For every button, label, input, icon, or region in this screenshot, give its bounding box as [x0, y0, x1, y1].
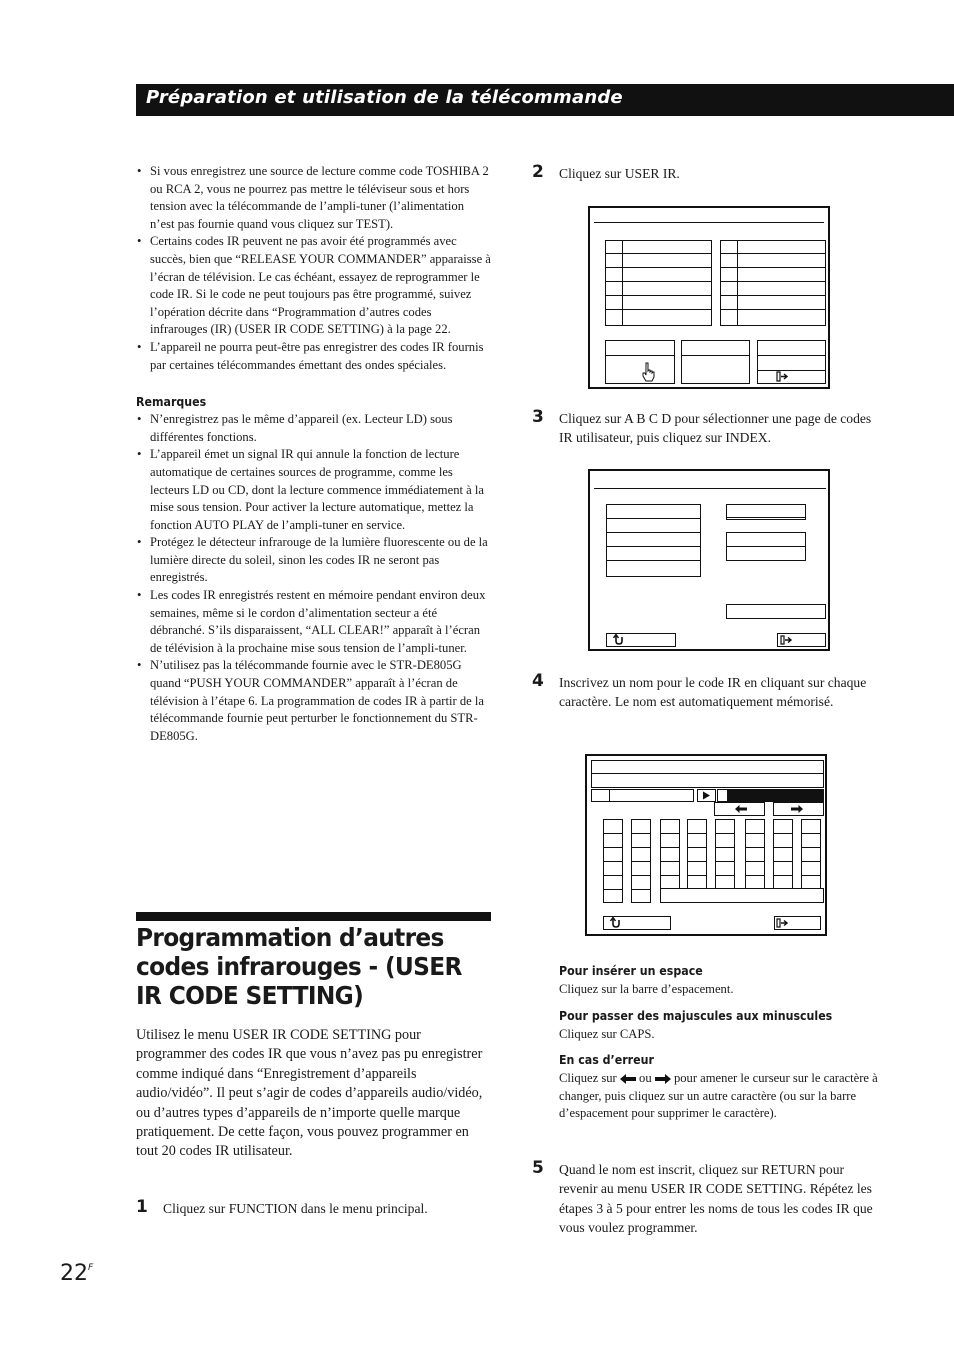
- key-divider: [603, 889, 623, 890]
- list-item: • L’appareil ne pourra peut-être pas enregistrer des codes IR fournis par certaines télécommandes émettant des ondes spéciales.: [136, 339, 491, 374]
- key-divider: [773, 847, 793, 848]
- screen-user-ir-menu: [588, 206, 830, 389]
- char-display: [717, 789, 824, 802]
- key-divider: [687, 833, 707, 834]
- key-divider: [715, 861, 735, 862]
- left-column: [136, 163, 491, 745]
- step-text: Quand le nom est inscrit, cliquez sur RETURN pour revenir au menu USER IR CODE SETTING. Répétez les étapes 3 à 5 pour entrer les noms de tous les codes IR que vous voulez programmer.: [559, 1162, 873, 1236]
- tip-text-error: [559, 1070, 889, 1123]
- key-divider: [715, 833, 735, 834]
- list-item: • L’appareil émet un signal IR qui annule la fonction de lecture automatique de certaines sources de programme, comme les lecteurs LD ou CD, dont la lecture commence immédiatement à la mise sous tension. Pour activer la lecture automatique, mettez la fonction AUTO PLAY de l’ampli-tuner en service.: [136, 446, 491, 534]
- key-divider: [801, 847, 821, 848]
- key-divider: [745, 875, 765, 876]
- step-number: 4: [532, 671, 544, 691]
- section-title: Programmation d’autres codes infrarouges - (USER IR CODE SETTING): [136, 923, 462, 1010]
- list-item: • Certains codes IR peuvent ne pas avoir été programmés avec succès, bien que “RELEASE YOUR COMMANDER” apparaisse à l’écran de télévision. Le cas échéant, essayez de reprogrammer le code IR. Si le code ne peut toujours pas être programmé, suivez l’opération décrite dans “Programmation d’autres codes infrarouges (IR) (USER IR CODE SETTING) à la page 22.: [136, 233, 491, 339]
- tip-text-part: Cliquez sur: [559, 1071, 617, 1085]
- key-divider: [631, 889, 651, 890]
- tip-title-caps: Pour passer des majuscules aux minuscules: [559, 1009, 833, 1023]
- key-divider: [773, 861, 793, 862]
- step-number: 2: [532, 162, 544, 182]
- key-divider: [660, 861, 680, 862]
- step-text: Cliquez sur A B C D pour sélectionner une page de codes IR utilisateur, puis cliquez sur INDEX.: [559, 411, 872, 446]
- key-divider: [687, 875, 707, 876]
- section-intro: Utilisez le menu USER IR CODE SETTING pour programmer des codes IR que vous n’avez pas pu enregistrer comme indiqué dans “Enregistrement d’appareils audio/vidéo”. Il peut s’agir de codes d’appareils audio/vidéo, ou d’autres types d’appareils de n’importe quelle marque pratiquement. De cette façon, vous pouvez programmer en tout 20 codes IR utilisateur.: [136, 1027, 483, 1160]
- page-number: [60, 1261, 93, 1286]
- step-number: 3: [532, 407, 544, 427]
- step-text: Inscrivez un nom pour le code IR en cliquant sur chaque caractère. Le nom est automatiquement mémorisé.: [559, 675, 867, 710]
- screen-page-select: [588, 469, 830, 651]
- menu-button[interactable]: [681, 340, 750, 384]
- key-divider: [801, 875, 821, 876]
- tip-title-error: En cas d’erreur: [559, 1053, 654, 1067]
- list-item: • Protégez le détecteur infrarouge de la lumière fluorescente ou de la lumière directe du soleil, sinon les codes IR ne seront pas enregistrés.: [136, 534, 491, 587]
- option-button[interactable]: [726, 604, 826, 619]
- tip-text-part: pour amener le curseur sur le caractère à changer, puis cliquez sur un autre caractère (ou sur la barre d’espacement pour supprimer le caractère).: [559, 1071, 878, 1121]
- name-input[interactable]: [591, 789, 694, 802]
- tip-text-space: Cliquez sur la barre d’espacement.: [559, 982, 734, 996]
- key-column[interactable]: [715, 819, 735, 889]
- exit-icon: [780, 635, 792, 645]
- tip-title-space: Pour insérer un espace: [559, 964, 703, 978]
- key-divider: [631, 847, 651, 848]
- key-divider: [745, 847, 765, 848]
- key-divider: [631, 861, 651, 862]
- key-divider: [660, 847, 680, 848]
- list-item: • Si vous enregistrez une source de lecture comme code TOSHIBA 2 ou RCA 2, vous ne pourrez pas mettre le téléviseur sous et hors tension avec la télécommande de l’ampli-tuner (l’alimentation n’est pas fournie quand vous cliquez sur TEST).: [136, 163, 491, 233]
- step-text: Cliquez sur USER IR.: [559, 166, 680, 181]
- tip-text-part: ou: [639, 1071, 652, 1085]
- key-column[interactable]: [687, 819, 707, 889]
- header-title: Préparation et utilisation de la télécommande: [146, 87, 623, 108]
- hand-pointer-icon: [642, 362, 656, 382]
- key-divider: [603, 833, 623, 834]
- key-divider: [603, 847, 623, 848]
- step-number: 1: [136, 1197, 148, 1217]
- notes-title: Remarques: [136, 395, 207, 410]
- list-item: • N’enregistrez pas le même d’appareil (ex. Lecteur LD) sous différentes fonctions.: [136, 411, 491, 446]
- section-rule: [136, 912, 491, 921]
- key-column[interactable]: [745, 819, 765, 889]
- exit-icon: [776, 918, 788, 928]
- exit-icon: [776, 371, 788, 382]
- page-list: [606, 504, 701, 577]
- key-divider: [687, 861, 707, 862]
- list-item: • Les codes IR enregistrés restent en mémoire pendant environ deux semaines, même si le cordon d’alimentation secteur a été débranché. S’ils disparaissent, “ALL CLEAR!” apparaît à l’écran de télévision à la prochaine mise sous tension de l’ampli-tuner.: [136, 587, 491, 657]
- return-icon: [613, 634, 623, 645]
- key-divider: [773, 833, 793, 834]
- caution-list: [136, 163, 491, 374]
- left-arrow-icon: [735, 805, 747, 813]
- tip-text-caps: Cliquez sur CAPS.: [559, 1027, 655, 1041]
- play-arrow-icon: [702, 791, 711, 800]
- step-number: 5: [532, 1158, 544, 1178]
- page-number-suffix: F: [88, 1263, 94, 1273]
- key-divider: [631, 875, 651, 876]
- key-divider: [773, 875, 793, 876]
- notes-list: [136, 411, 491, 745]
- key-divider: [745, 833, 765, 834]
- key-divider: [745, 861, 765, 862]
- page-number-value: 22: [60, 1261, 88, 1286]
- key-column[interactable]: [660, 819, 680, 889]
- user-ir-button[interactable]: [605, 340, 675, 384]
- step-text: Cliquez sur FUNCTION dans le menu principal.: [163, 1201, 428, 1216]
- header-bar: [136, 84, 954, 116]
- key-column[interactable]: [801, 819, 821, 889]
- menu-button[interactable]: [757, 340, 826, 384]
- key-divider: [801, 833, 821, 834]
- text-cursor: [718, 790, 727, 801]
- key-divider: [603, 861, 623, 862]
- list-item: • N’utilisez pas la télécommande fournie avec le STR-DE805G quand “PUSH YOUR COMMANDER” apparaît à l’écran de télévision à l’étape 6. La programmation de codes IR à partir de la télécommande fournie peut perturber le fonctionnement du STR-DE805G.: [136, 657, 491, 745]
- left-arrow-icon: [620, 1074, 636, 1084]
- space-bar[interactable]: [660, 888, 824, 903]
- key-divider: [715, 847, 735, 848]
- key-divider: [801, 861, 821, 862]
- key-divider: [660, 833, 680, 834]
- key-divider: [715, 875, 735, 876]
- key-divider: [603, 875, 623, 876]
- right-arrow-icon: [655, 1074, 671, 1084]
- right-arrow-icon: [791, 805, 803, 813]
- key-divider: [660, 875, 680, 876]
- return-icon: [610, 917, 620, 928]
- key-column[interactable]: [773, 819, 793, 889]
- screen-name-entry: [585, 754, 827, 936]
- key-divider: [631, 833, 651, 834]
- key-divider: [687, 847, 707, 848]
